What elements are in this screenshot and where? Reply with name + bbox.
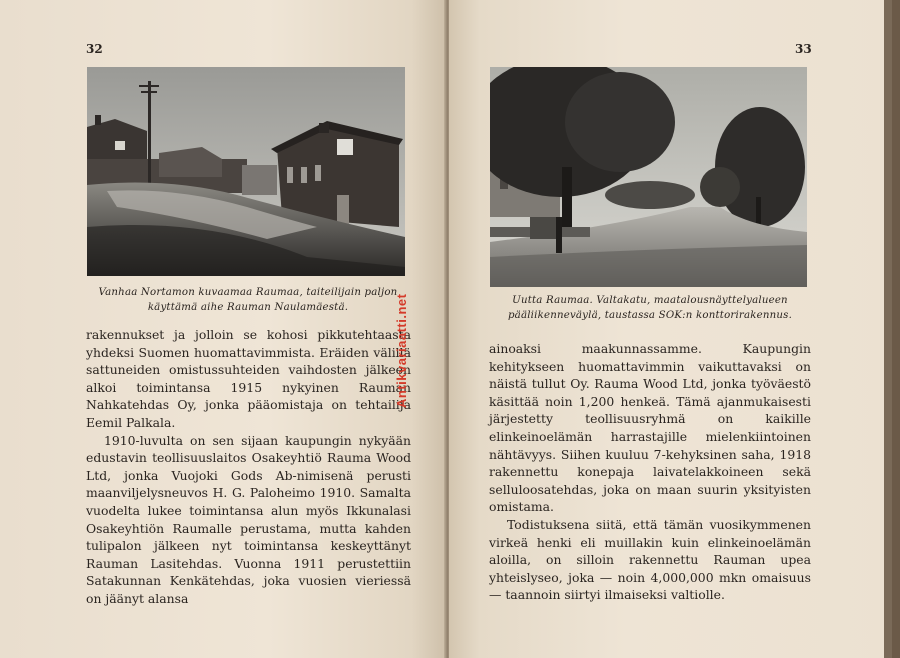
body-text-right	[489, 340, 811, 604]
body-text-left	[86, 326, 411, 608]
photo-old-rauma	[87, 67, 405, 276]
page-number-left: 32	[86, 42, 103, 56]
paragraph: ainoaksi maakunnassamme. Kaupungin kehitykseen huomattavimmin vaikuttavaksi on näistä tullut Oy. Rauma Wood Ltd, jonka työväestö käsittää noin 1,200 henkeä. Tämä ajanmukaisesti järjestetty teollisuusryhmä on kaikille elinkeinoelämän harrastajille mielenkiintoinen nähtävyys. Siihen kuuluu 7-kehyksinen saha, 1918 rakennettu konepaja laivatelakkoineen sekä selluloosatehdas, joka on maan suurin yksityisten omistama.	[489, 341, 811, 515]
watermark: Antikvariaatti.net	[394, 293, 409, 408]
caption-left: Vanhaa Nortamon kuvaamaa Raumaa, taiteilijain paljon käyttämä aihe Rauman Naulamäestä.	[98, 287, 398, 313]
paragraph: rakennukset ja jolloin se kohosi pikkutehtaasta yhdeksi Suomen huomattavimmista. Eräiden välillä sattuneiden omistussuhteiden vaihdosten jälkeen alkoi toimintansa 1915 nykyinen Rauman Nahkatehdas Oy, jonka pääomistaja on tehtailija Eemil Palkala.	[86, 327, 411, 430]
paragraph: 1910-luvulta on sen sijaan kaupungin nykyään edustavin teollisuuslaitos Osakeyhtiö Rauma Wood Ltd, jonka Vuojoki Gods Ab-nimisenä perusti maanviljelysneuvos H. G. Paloheimo 1910. Samalta vuodelta lukee toimintansa alun myös Ikkunalasi Osakeyhtiön Raumalle perustama, mutta kahden tulipalon jälkeen nyt toimintansa keskeyttänyt Rauman Lasitehdas. Vuonna 1911 perustettiin Satakunnan Kenkätehdas, joka vuosien vieriessä on jäänyt alansa	[86, 432, 411, 606]
right-page	[449, 0, 892, 658]
page-edge	[884, 0, 892, 658]
photo-old-rauma-image	[87, 67, 405, 276]
page-number-right: 33	[795, 42, 812, 56]
paragraph: Todistuksena siitä, että tämän vuosikymmenen virkeä henki eli muillakin kuin elinkeinoelämän aloilla, on silloin rakennettu Rauman upea yhteislyseo, joka — noin 4,000,000 mkn omaisuus — taannoin siirtyi ilmaiseksi valtiolle.	[489, 516, 811, 603]
left-page	[0, 0, 447, 658]
caption-right: Uutta Raumaa. Valtakatu, maatalousnäyttelyalueen pääliikenneväylä, taustassa SOK:n konttorirakennus.	[507, 295, 793, 321]
photo-valtakatu-image	[490, 67, 807, 287]
photo-valtakatu	[490, 67, 807, 287]
